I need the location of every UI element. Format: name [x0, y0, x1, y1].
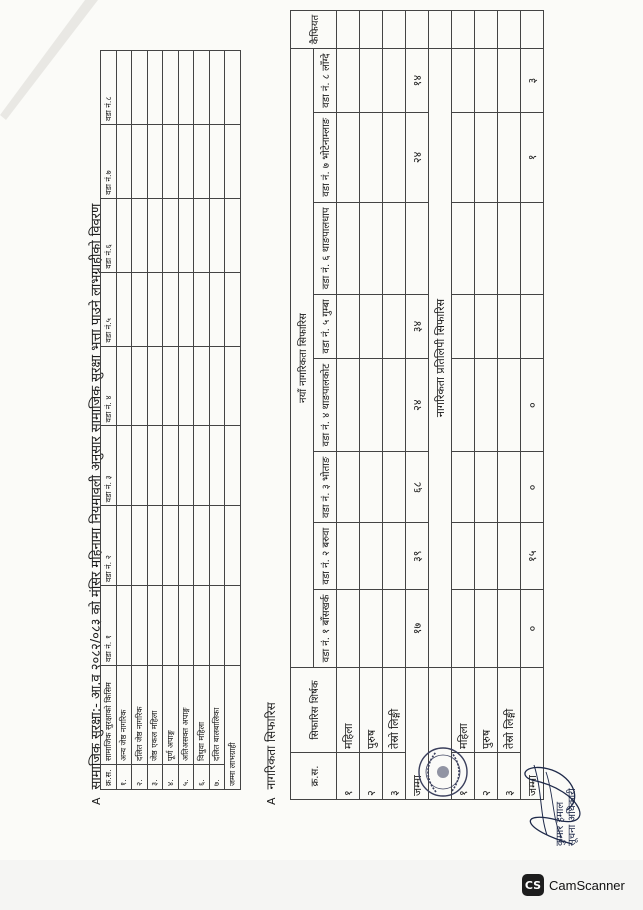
total-cell: २४: [406, 113, 429, 202]
total-cell: २४: [406, 358, 429, 451]
table-row: [163, 51, 179, 790]
row-number: १: [452, 753, 475, 800]
table-row: [475, 11, 498, 800]
camscanner-watermark: [522, 874, 625, 896]
total-label: जम्मा लाभग्राही: [225, 666, 241, 790]
ward-header: वडा नं. ८ लाँग्दे: [314, 49, 337, 113]
header-cell: वडा नं. २: [101, 506, 117, 586]
header-cell: सिफारिस शिर्षक: [291, 668, 337, 753]
table-row: [209, 51, 225, 790]
row-number: २: [360, 753, 383, 800]
ward-header: वडा नं. ३ भोताङ: [314, 452, 337, 523]
header-cell: क्र.स.: [291, 753, 337, 800]
total-cell: ६८: [406, 452, 429, 523]
row-title: पुरुष: [475, 668, 498, 753]
row-number: १: [337, 753, 360, 800]
group-header-new: नयाँ नागरिकता सिफारिस: [291, 49, 314, 668]
total-cell: १४: [406, 49, 429, 113]
row-type: पूर्ण अपाङ्ग: [163, 666, 179, 765]
ward-header: वडा नं. ५ गुम्बा: [314, 295, 337, 359]
total-cell: ३: [521, 49, 544, 113]
header-cell: सामाजिक सुरक्षाको किसिम: [101, 666, 117, 765]
row-type: अतिअसक्त अपाङ्ग: [178, 666, 194, 765]
table-row: [132, 51, 148, 790]
table-row: [452, 11, 475, 800]
row-number: ४.: [163, 765, 179, 790]
row-number: २.: [132, 765, 148, 790]
header-cell: वडा नं. ४: [101, 346, 117, 426]
total-cell: ३४: [406, 295, 429, 359]
total-label: जम्मा: [521, 668, 544, 800]
total-cell: [521, 202, 544, 295]
total-cell: [406, 202, 429, 295]
total-cell: ०: [521, 358, 544, 451]
row-title: पुरुष: [360, 668, 383, 753]
row-type: जेष्ठ एकल महिला: [147, 666, 163, 765]
row-title: तेस्रो लिङ्गी: [383, 668, 406, 753]
header-cell: वडा नं. १: [101, 586, 117, 666]
table-row: [178, 51, 194, 790]
header-cell: वडा नं.८: [101, 51, 117, 125]
row-number: १.: [116, 765, 132, 790]
row-number: ५.: [178, 765, 194, 790]
table-header-row: [101, 51, 117, 790]
row-type: विधुवा महिला: [194, 666, 210, 765]
section-marker: A: [265, 797, 278, 805]
heading-text: सामाजिक सुरक्षा:- आ.व २०८२/०८३ को मंसिर महिनामा नियमावली अनुसार सामाजिक सुरक्षा भत्ता पाउने लाभग्राहीको विवरण: [89, 203, 104, 790]
citizenship-table: [290, 10, 544, 800]
table-row: [360, 11, 383, 800]
header-cell: वडा नं.७: [101, 124, 117, 198]
camscanner-logo-icon: CS: [522, 874, 544, 896]
row-title: महिला: [337, 668, 360, 753]
section-row: [429, 11, 452, 800]
header-cell: वडा नं.५: [101, 272, 117, 346]
section-title: [262, 702, 279, 805]
group-header-copy: नागरिकता प्रतिलिपी सिफारिस: [429, 49, 452, 668]
total-cell: १५: [521, 523, 544, 590]
row-number: ७.: [209, 765, 225, 790]
row-number: ३: [383, 753, 406, 800]
total-label: जम्मा: [406, 668, 429, 800]
total-cell: ३९: [406, 523, 429, 590]
table-total-row: [521, 11, 544, 800]
total-cell: ०: [521, 452, 544, 523]
signatory-block: [555, 788, 579, 846]
table-row: [116, 51, 132, 790]
camscanner-label: CamScanner: [549, 877, 625, 893]
ward-header: वडा नं. ६ थाङपालधाप: [314, 202, 337, 295]
row-title: तेस्रो लिङ्गी: [498, 668, 521, 753]
row-number: ३.: [147, 765, 163, 790]
ward-header: वडा नं. १ बाँसखर्क: [314, 589, 337, 667]
table-total-row: [406, 11, 429, 800]
header-cell: क्र.स.: [101, 765, 117, 790]
table-row: [337, 11, 360, 800]
row-number: ६.: [194, 765, 210, 790]
heading-marker: A: [90, 797, 103, 805]
signatory-name: कुमार हमाल: [555, 801, 566, 846]
table-total-row: [225, 51, 241, 790]
table-row: [383, 11, 406, 800]
table-row: [147, 51, 163, 790]
row-title: महिला: [452, 668, 475, 753]
ward-header: वडा नं. ७ भोटेनाम्लाङ: [314, 113, 337, 202]
ward-header: वडा नं. ४ थाङपालकोट: [314, 358, 337, 451]
total-cell: [521, 295, 544, 359]
row-type: दलित जेष्ठ नागरिक: [132, 666, 148, 765]
table-row: [194, 51, 210, 790]
ward-header: वडा नं. २ बरुवा: [314, 523, 337, 590]
total-cell: १७: [406, 589, 429, 667]
table-row: [498, 11, 521, 800]
social-security-table: [100, 50, 241, 790]
row-number: २: [475, 753, 498, 800]
header-cell: वडा नं. ३: [101, 426, 117, 506]
row-type: अन्य जेष्ठ नागरिक: [116, 666, 132, 765]
header-cell-remarks: कैफियत: [291, 11, 337, 49]
total-cell: ०: [521, 589, 544, 667]
official-seal: [416, 744, 470, 800]
header-cell: वडा नं.६: [101, 198, 117, 272]
row-type: दलित बालबालिका: [209, 666, 225, 765]
section-title-text: नागरिकता सिफारिस: [264, 702, 278, 790]
signatory-designation: सूचना अधिकारी: [567, 788, 578, 846]
total-cell: १: [521, 113, 544, 202]
table-header-row: [291, 11, 314, 800]
row-number: ३: [498, 753, 521, 800]
